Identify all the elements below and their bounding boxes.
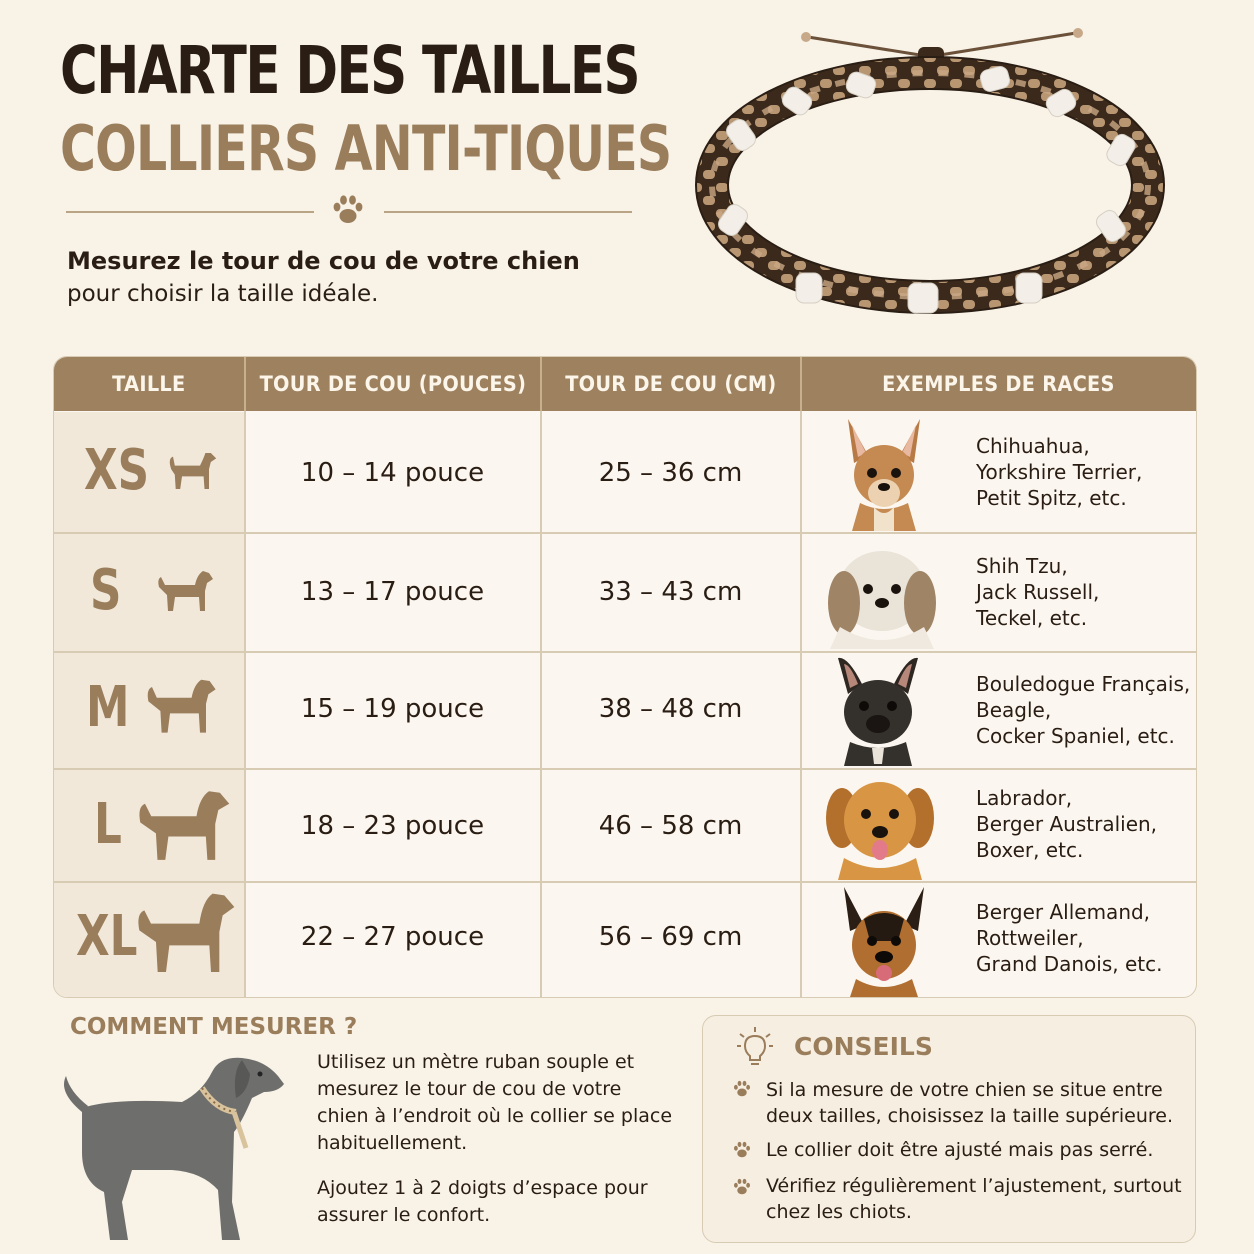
tips-title: CONSEILS (794, 1032, 933, 1061)
how-to-text (317, 1049, 677, 1247)
paw-icon (732, 1141, 752, 1159)
breed-examples: Bouledogue Français, Beagle, Cocker Spaniel, etc. (976, 672, 1191, 748)
breed-examples: Shih Tzu, Jack Russell, Teckel, etc. (976, 554, 1100, 630)
tip-item: Vérifiez régulièrement l’ajustement, surtout chez les chiots. (766, 1175, 1182, 1223)
medium-dog-silhouette-icon (146, 675, 218, 735)
size-label: L (94, 792, 122, 857)
neck-inches: 22 – 27 pouce (300, 922, 485, 952)
french-bulldog-photo (828, 654, 928, 766)
size-label: XL (76, 904, 138, 969)
neck-inches: 18 – 23 pouce (300, 811, 485, 841)
chihuahua-photo (834, 415, 934, 531)
size-label: M (86, 675, 130, 740)
intro-bold: Mesurez le tour de cou de votre chien (67, 247, 580, 275)
neck-cm: 25 – 36 cm (598, 458, 743, 488)
header-cm: TOUR DE COU (CM) (564, 372, 777, 396)
neck-cm: 46 – 58 cm (598, 811, 743, 841)
header-breeds: EXEMPLES DE RACES (882, 372, 1115, 396)
divider-right (384, 211, 632, 213)
header-size: TAILLE (112, 372, 186, 396)
small-dog-silhouette-icon (164, 449, 218, 493)
small-dog-silhouette-icon (154, 567, 216, 615)
paw-icon (330, 194, 366, 226)
table-header (54, 357, 1196, 411)
breed-examples: Chihuahua, Yorkshire Terrier, Petit Spitz, etc. (976, 434, 1143, 510)
how-to-step-2: Ajoutez 1 à 2 doigts d’espace pour assurer le confort. (317, 1177, 648, 1226)
extra-large-dog-silhouette-icon (136, 889, 236, 975)
neck-inches: 15 – 19 pouce (300, 694, 485, 724)
large-dog-silhouette-icon (136, 785, 232, 863)
breed-examples: Berger Allemand, Rottweiler, Grand Danois, etc. (976, 900, 1163, 976)
neck-cm: 56 – 69 cm (598, 922, 743, 952)
size-label: S (90, 558, 122, 623)
neck-inches: 13 – 17 pouce (300, 577, 485, 607)
german-shepherd-photo (834, 883, 934, 997)
how-to-title: COMMENT MESURER ? (70, 1014, 358, 1040)
header-inches: TOUR DE COU (POUCES) (259, 372, 526, 396)
neck-cm: 33 – 43 cm (598, 577, 743, 607)
paw-icon (732, 1178, 752, 1196)
lightbulb-icon (736, 1026, 774, 1068)
neck-inches: 10 – 14 pouce (300, 458, 485, 488)
intro-text: pour choisir la taille idéale. (67, 281, 379, 307)
tip-item: Si la mesure de votre chien se situe entre deux tailles, choisissez la taille supérieure. (766, 1079, 1173, 1127)
shih-tzu-photo (822, 537, 942, 649)
page-title: CHARTE DES TAILLES (60, 32, 640, 109)
measuring-dog-illustration (52, 1052, 300, 1244)
tip-item: Le collier doit être ajusté mais pas serré. (766, 1139, 1154, 1161)
collar-image (690, 25, 1170, 325)
breed-examples: Labrador, Berger Australien, Boxer, etc. (976, 786, 1158, 862)
page-subtitle: COLLIERS ANTI-TIQUES (60, 112, 672, 185)
size-label: XS (84, 438, 150, 503)
neck-cm: 38 – 48 cm (598, 694, 743, 724)
divider-left (66, 211, 314, 213)
how-to-step-1: Utilisez un mètre ruban souple et mesurez le tour de cou de votre chien à l’endroit où le collier se place habituellement. (317, 1051, 673, 1154)
size-table (53, 356, 1197, 998)
paw-icon (732, 1080, 752, 1098)
golden-retriever-photo (822, 770, 938, 880)
